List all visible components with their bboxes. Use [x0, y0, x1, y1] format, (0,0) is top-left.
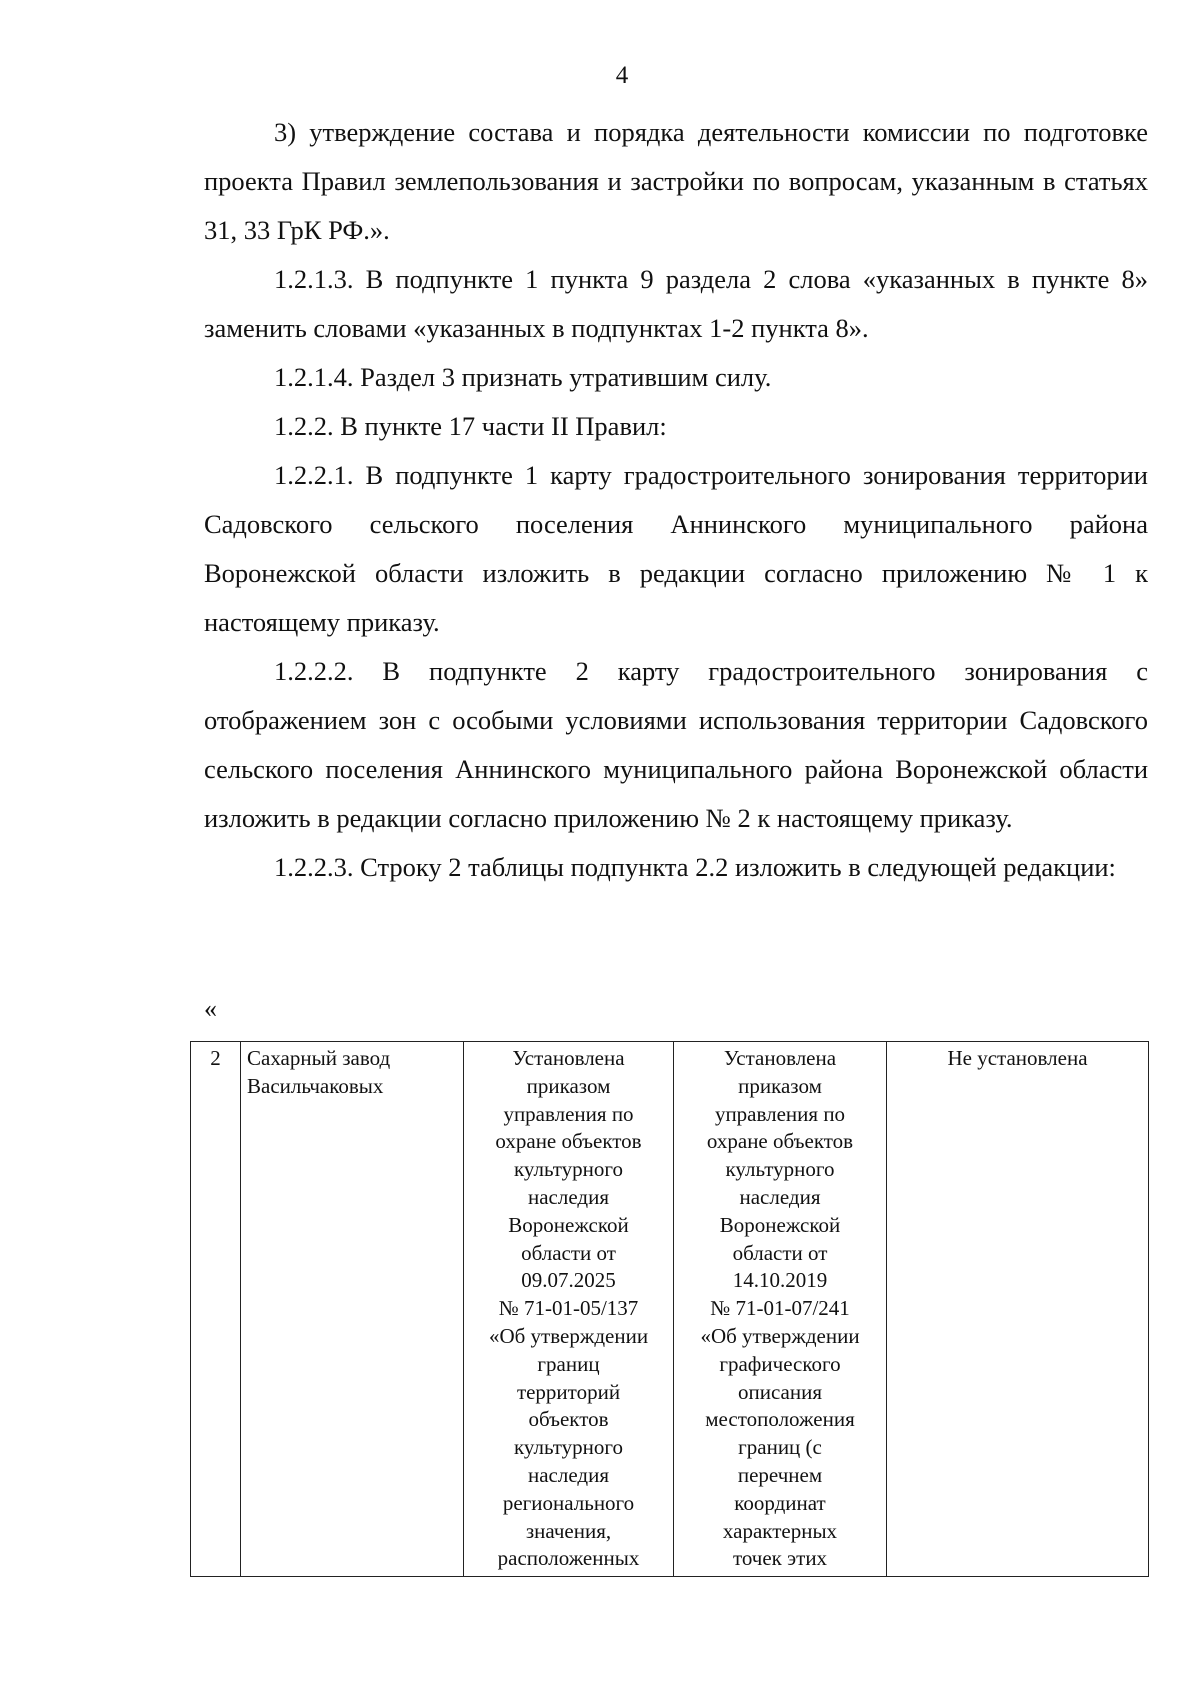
paragraph-1-2-2-2: 1.2.2.2. В подпункте 2 карту градостроительного зонирования с отображением зон с особыми условиями использования территории Садовского сельского поселения Аннинского муниципального района Воронежской области изложить в редакции согласно приложению № 2 к настоящему приказу.	[204, 656, 1148, 833]
page-number: 4	[615, 62, 629, 89]
paragraph-1-2-1-3: 1.2.1.3. В подпункте 1 пункта 9 раздела 2 слова «указанных в пункте 8» заменить словами «указанных в подпунктах 1-2 пункта 8».	[204, 264, 1148, 343]
table-cell-protection-zone: Установлена приказом управления по охране объектов культурного наследия Воронежской области от 14.10.2019 № 71-01-07/241 «Об утверждении графического описания местоположения границ (с перечнем координат характерных точек этих	[674, 1042, 887, 1577]
table-cell-object-name: Сахарный завод Васильчаковых	[241, 1042, 464, 1577]
paragraph-1-2-2: 1.2.2. В пункте 17 части II Правил:	[274, 411, 667, 441]
paragraph-1-2-1-4: 1.2.1.4. Раздел 3 признать утратившим силу.	[274, 362, 772, 392]
table-row-2	[190, 1041, 1149, 1577]
opening-quote: «	[204, 994, 217, 1023]
table-cell-not-established: Не установлена	[887, 1042, 1149, 1577]
table-cell-number: 2	[191, 1042, 241, 1577]
table-row	[191, 1042, 1149, 1577]
paragraph-1-2-2-3: 1.2.2.3. Строку 2 таблицы подпункта 2.2 изложить в следующей редакции:	[274, 852, 1116, 882]
paragraph-1-2-2-1: 1.2.2.1. В подпункте 1 карту градостроительного зонирования территории Садовского сельского поселения Аннинского муниципального района Воронежской области изложить в редакции согласно приложению № 1 к настоящему приказу.	[204, 460, 1148, 637]
paragraph-commission: 3) утверждение состава и порядка деятельности комиссии по подготовке проекта Правил землепользования и застройки по вопросам, указанным в статьях 31, 33 ГрК РФ.».	[204, 117, 1148, 245]
table-cell-territory-boundaries: Установлена приказом управления по охране объектов культурного наследия Воронежской области от 09.07.2025 № 71-01-05/137 «Об утверждении границ территорий объектов культурного наследия регионального значения, расположенных	[464, 1042, 674, 1577]
document-body	[204, 108, 1148, 892]
